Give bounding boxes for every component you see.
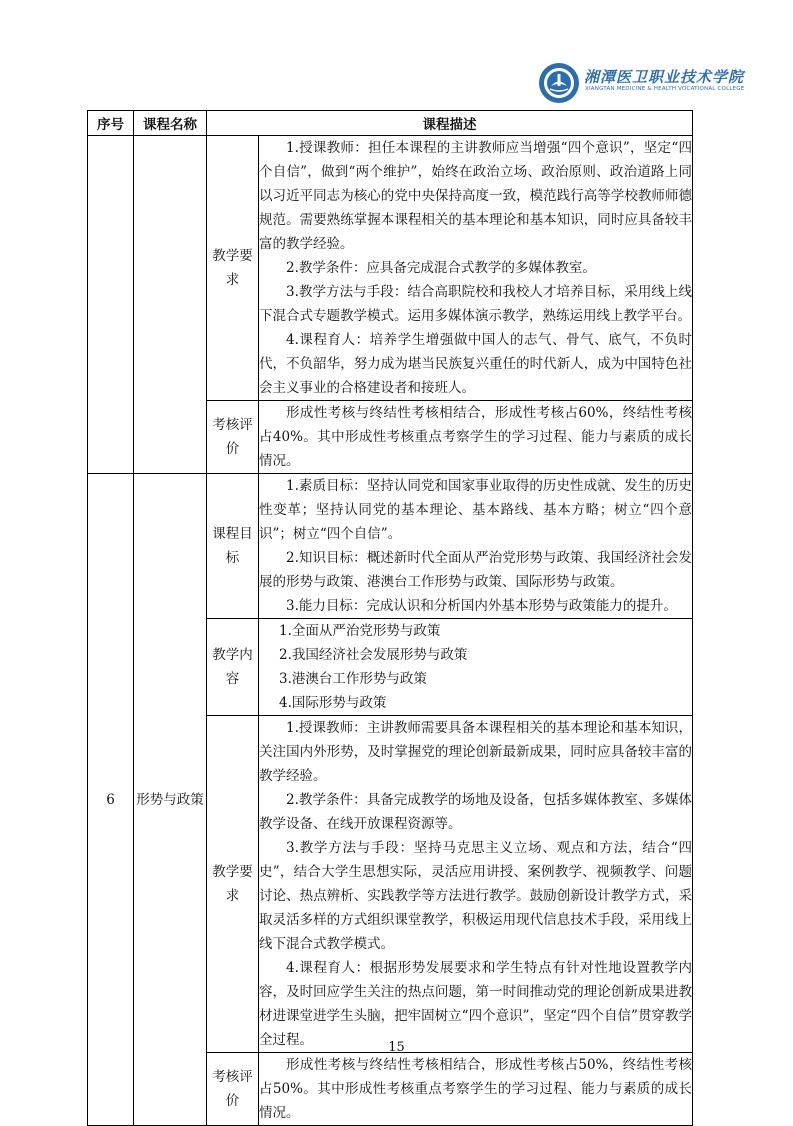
description-paragraph: 形成性考核与终结性考核相结合，形成性考核占60%，终结性考核占40%。其中形成性考核重点考察学生的学习过程、能力与素质的成长情况。 xyxy=(259,405,692,469)
course-number-cell: 6 xyxy=(88,474,134,1126)
table-row xyxy=(88,474,693,619)
description-paragraph: 3.能力目标：完成认识和分析国内外基本形势与政策能力的提升。 xyxy=(286,598,677,614)
description-paragraph: 2.教学条件：应具备完成混合式教学的多媒体教室。 xyxy=(286,260,596,276)
page-number: 15 xyxy=(388,1040,405,1055)
category-label: 教学内容 xyxy=(207,619,259,716)
description-cell xyxy=(259,716,693,1053)
description-paragraph: 3.教学方法与手段：坚持马克思主义立场、观点和方法，结合“四史”，结合大学生思想实际，灵活应用讲授、案例教学、视频教学、问题讨论、热点辨析、实践教学等方法进行教学。鼓励创新设计教学方式，采取灵活多样的方式组织课堂教学，积极运用现代信息技术手段，采用线上线下混合式教学模式。 xyxy=(259,840,692,952)
category-label: 教学要求 xyxy=(207,716,259,1053)
description-cell xyxy=(259,619,693,716)
college-name-en: XIANGTAN MEDICINE & HEALTH VOCATIONAL COLLEGE xyxy=(585,86,745,92)
content-item: 3.港澳台工作形势与政策 xyxy=(279,671,427,687)
category-label: 考核评价 xyxy=(207,1053,259,1126)
description-cell xyxy=(259,401,693,474)
description-cell xyxy=(259,136,693,401)
description-paragraph: 4.课程育人：培养学生增强做中国人的志气、骨气、底气，不负时代，不负韶华，努力成为堪当民族复兴重任的时代新人，成为中国特色社会主义事业的合格建设者和接班人。 xyxy=(259,332,692,396)
header-course-description: 课程描述 xyxy=(207,111,693,136)
college-name: 湘潭医卫职业技术学院 xyxy=(584,68,745,86)
course-name-cell: 形势与政策 xyxy=(134,474,207,1126)
course-number-cell xyxy=(88,136,134,474)
description-paragraph: 形成性考核与终结性考核相结合，形成性考核占50%，终结性考核占50%。其中形成性考核重点考察学生的学习过程、能力与素质的成长情况。 xyxy=(259,1057,692,1121)
description-paragraph: 1.素质目标：坚持认同党和国家事业取得的历史性成就、发生的历史性变革；坚持认同党的基本理论、基本路线、基本方略；树立“四个意识”；树立“四个自信”。 xyxy=(259,478,692,542)
description-paragraph: 1.授课教师：主讲教师需要具备本课程相关的基本理论和基本知识，关注国内外形势，及时掌握党的理论创新最新成果，同时应具备较丰富的教学经验。 xyxy=(259,720,692,784)
description-paragraph: 3.教学方法与手段：结合高职院校和我校人才培养目标，采用线上线下混合式专题教学模式。运用多媒体演示教学，熟练运用线上教学平台。 xyxy=(259,284,692,324)
category-label: 考核评价 xyxy=(207,401,259,474)
category-label: 课程目标 xyxy=(207,474,259,619)
college-logo xyxy=(538,62,745,104)
table-header-row xyxy=(88,111,693,136)
header-number: 序号 xyxy=(88,111,134,136)
content-item: 1.全面从严治党形势与政策 xyxy=(279,623,441,639)
description-paragraph: 1.授课教师：担任本课程的主讲教师应当增强“四个意识”，坚定“四个自信”，做到“两个维护”，始终在政治立场、政治原则、政治道路上同以习近平同志为核心的党中央保持高度一致，模范践行高等学校教师师德规范。需要熟练掌握本课程相关的基本理论和基本知识，同时应具备较丰富的教学经验。 xyxy=(259,140,692,252)
course-table xyxy=(87,110,693,1126)
content-item: 2.我国经济社会发展形势与政策 xyxy=(279,647,468,663)
description-paragraph: 4.课程育人：根据形势发展要求和学生特点有针对性地设置教学内容，及时回应学生关注的热点问题，第一时间推动党的理论创新成果进教材进课堂进学生头脑，把牢固树立“四个意识”，坚定“四个自信”贯穿教学全过程。 xyxy=(259,960,692,1048)
header-course-name: 课程名称 xyxy=(134,111,207,136)
description-paragraph: 2.知识目标：概述新时代全面从严治党形势与政策、我国经济社会发展的形势与政策、港澳台工作形势与政策、国际形势与政策。 xyxy=(259,550,692,590)
course-name-cell xyxy=(134,136,207,474)
category-label: 教学要求 xyxy=(207,136,259,401)
table-row xyxy=(88,136,693,401)
college-emblem-icon xyxy=(538,62,580,104)
content-item: 4.国际形势与政策 xyxy=(279,695,387,711)
description-cell xyxy=(259,474,693,619)
description-paragraph: 2.教学条件：具备完成教学的场地及设备，包括多媒体教室、多媒体教学设备、在线开放课程资源等。 xyxy=(259,792,692,832)
description-cell xyxy=(259,1053,693,1126)
